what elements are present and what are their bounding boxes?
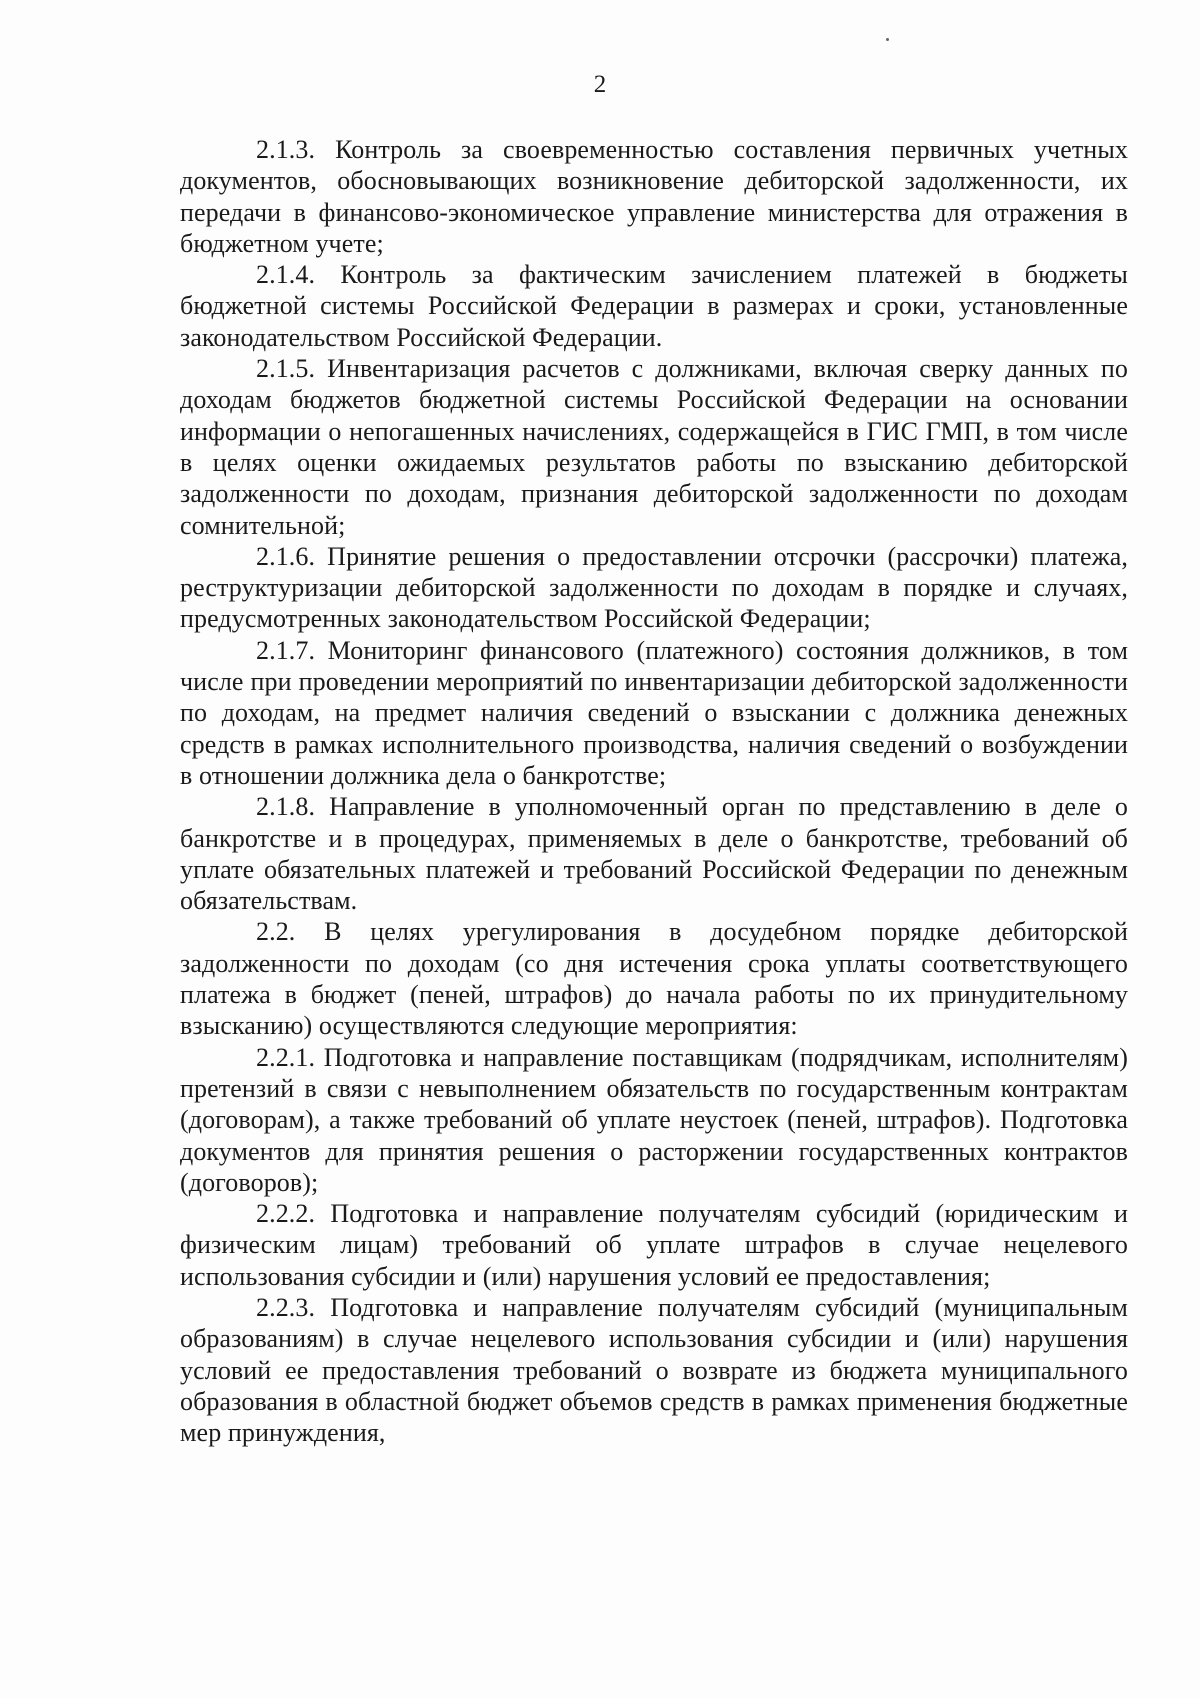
- paragraph-2-2-1: 2.2.1. Подготовка и направление поставщикам (подрядчикам, исполнителям) претензий в связи с невыполнением обязательств по государственным контрактам (договорам), а также требований об уплате неустоек (пеней, штрафов). Подготовка документов для принятия решения о расторжении государственных контрактов (договоров);: [180, 1042, 1128, 1197]
- paragraph-2-1-6: 2.1.6. Принятие решения о предоставлении отсрочки (рассрочки) платежа, реструктуризации дебиторской задолженности по доходам в порядке и случаях, предусмотренных законодательством Российской Федерации;: [180, 541, 1128, 634]
- document-body: [180, 134, 1128, 1448]
- paragraph-2-2: 2.2. В целях урегулирования в досудебном порядке дебиторской задолженности по доходам (со дня истечения срока уплаты соответствующего платежа в бюджет (пеней, штрафов) до начала работы по их принудительному взысканию) осуществляются следующие мероприятия:: [180, 917, 1128, 1041]
- paragraph-2-1-8: 2.1.8. Направление в уполномоченный орган по представлению в деле о банкротстве и в процедурах, применяемых в деле о банкротстве, требований об уплате обязательных платежей и требований Российской Федерации по денежным обязательствам.: [180, 792, 1128, 916]
- scan-speck: [886, 38, 889, 41]
- page-number: 2: [593, 71, 607, 98]
- paragraph-2-1-7: 2.1.7. Мониторинг финансового (платежного) состояния должников, в том числе при проведении мероприятий по инвентаризации дебиторской задолженности по доходам, на предмет наличия сведений о взыскании с должника денежных средств в рамках исполнительного производства, наличия сведений о возбуждении в отношении должника дела о банкротстве;: [180, 635, 1128, 790]
- paragraph-2-1-4: 2.1.4. Контроль за фактическим зачислением платежей в бюджеты бюджетной системы Российской Федерации в размерах и сроки, установленные законодательством Российской Федерации.: [180, 260, 1128, 352]
- paragraph-2-2-3: 2.2.3. Подготовка и направление получателям субсидий (муниципальным образованиям) в случае нецелевого использования субсидии и (или) нарушения условий ее предоставления требований о возврате из бюджета муниципального образования в областной бюджет объемов средств в рамках применения бюджетные мер принуждения,: [180, 1292, 1128, 1448]
- paragraph-2-1-5: 2.1.5. Инвентаризация расчетов с должниками, включая сверку данных по доходам бюджетов бюджетной системы Российской Федерации на основании информации о непогашенных начислениях, содержащейся в ГИС ГМП, в том числе в целях оценки ожидаемых результатов работы по взысканию дебиторской задолженности по доходам, признания дебиторской задолженности по доходам сомнительной;: [180, 354, 1128, 540]
- paragraph-2-1-3: 2.1.3. Контроль за своевременностью составления первичных учетных документов, обосновывающих возникновение дебиторской задолженности, их передачи в финансово-экономическое управление министерства для отражения в бюджетном учете;: [180, 135, 1128, 258]
- paragraph-2-2-2: 2.2.2. Подготовка и направление получателям субсидий (юридическим и физическим лицам) требований об уплате штрафов в случае нецелевого использования субсидии и (или) нарушения условий ее предоставления;: [180, 1199, 1128, 1291]
